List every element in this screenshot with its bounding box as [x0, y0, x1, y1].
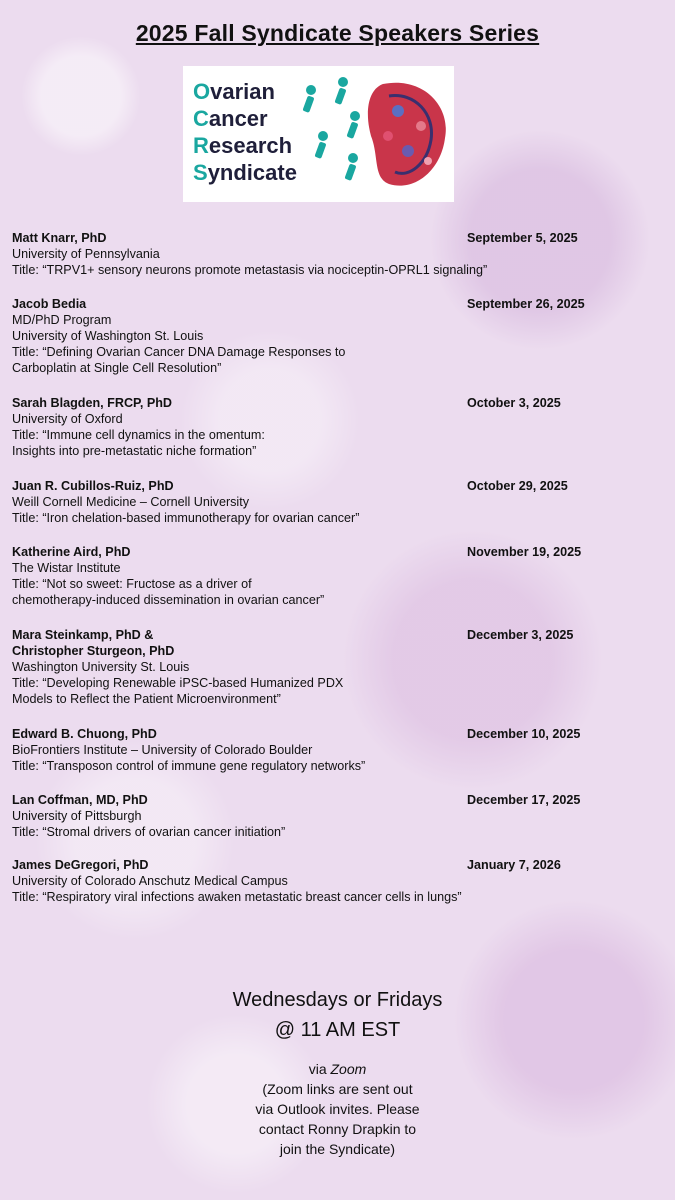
logo-line-1: Ovarian — [193, 79, 275, 104]
zoom-note — [0, 1079, 675, 1159]
note-line: (Zoom links are sent out — [262, 1081, 413, 1097]
speaker-entry — [12, 857, 662, 905]
speaker-talk-title-cont: Models to Reflect the Patient Microenvironment” — [12, 692, 281, 706]
speaker-talk-title: Title: “TRPV1+ sensory neurons promote metastasis via nociceptin-OPRL1 signaling” — [12, 263, 488, 277]
speaker-entry — [12, 627, 662, 707]
speaker-date: December 17, 2025 — [467, 793, 581, 807]
speaker-date: December 10, 2025 — [467, 727, 581, 741]
note-line: join the Syndicate) — [279, 1141, 396, 1157]
speaker-affiliation: University of Pennsylvania — [12, 247, 160, 261]
speaker-date: January 7, 2026 — [467, 858, 561, 872]
speaker-affiliation: University of Oxford — [12, 412, 123, 426]
speaker-affiliation: BioFrontiers Institute – University of Colorado Boulder — [12, 743, 313, 757]
logo-line-4: Syndicate — [193, 160, 297, 185]
page-title: 2025 Fall Syndicate Speakers Series — [135, 20, 540, 46]
speaker-date: September 5, 2025 — [467, 231, 578, 245]
speaker-date: September 26, 2025 — [467, 297, 585, 311]
speaker-name: Lan Coffman, MD, PhD — [12, 793, 148, 807]
speaker-name: Matt Knarr, PhD — [12, 231, 107, 245]
note-line: contact Ronny Drapkin to — [258, 1121, 417, 1137]
logo-line-2: Cancer — [193, 106, 268, 131]
zoom-platform: Zoom — [330, 1061, 367, 1077]
speaker-date: December 3, 2025 — [467, 628, 574, 642]
speaker-talk-title: Title: “Defining Ovarian Cancer DNA Damage Responses to — [12, 345, 346, 359]
speaker-talk-title-cont: Insights into pre-metastatic niche formation” — [12, 444, 257, 458]
schedule-days: Wednesdays or Fridays — [232, 989, 443, 1011]
speaker-entry — [12, 230, 662, 278]
speaker-name: Edward B. Chuong, PhD — [12, 727, 157, 741]
speaker-talk-title: Title: “Developing Renewable iPSC-based Humanized PDX — [12, 676, 344, 690]
speaker-talk-title: Title: “Immune cell dynamics in the omentum: — [12, 428, 265, 442]
syndicate-logo — [183, 66, 454, 202]
speaker-name: Juan R. Cubillos-Ruiz, PhD — [12, 479, 174, 493]
speaker-affiliation: University of Washington St. Louis — [12, 329, 204, 343]
schedule-time: @ 11 AM EST — [274, 1019, 401, 1041]
speaker-date: October 29, 2025 — [467, 479, 568, 493]
speaker-date: October 3, 2025 — [467, 396, 561, 410]
speaker-name: Mara Steinkamp, PhD & — [12, 628, 154, 642]
speaker-affiliation: University of Colorado Anschutz Medical Campus — [12, 874, 288, 888]
speaker-entry — [12, 792, 662, 840]
speaker-entry — [12, 544, 662, 608]
speaker-entry — [12, 395, 662, 459]
logo-runners-icon — [183, 66, 454, 202]
speaker-date: November 19, 2025 — [467, 545, 582, 559]
speaker-affiliation: The Wistar Institute — [12, 561, 121, 575]
speaker-talk-title-cont: chemotherapy-induced dissemination in ovarian cancer” — [12, 593, 325, 607]
speaker-affiliation: Weill Cornell Medicine – Cornell University — [12, 495, 250, 509]
speaker-talk-title: Title: “Respiratory viral infections awaken metastatic breast cancer cells in lungs” — [12, 890, 462, 904]
speaker-name: Sarah Blagden, FRCP, PhD — [12, 396, 173, 410]
speaker-talk-title-cont: Carboplatin at Single Cell Resolution” — [12, 361, 222, 375]
schedule-block — [0, 985, 675, 1045]
speaker-entry — [12, 296, 662, 376]
speaker-talk-title: Title: “Iron chelation-based immunotherapy for ovarian cancer” — [12, 511, 360, 525]
speaker-talk-title: Title: “Not so sweet: Fructose as a driver of — [12, 577, 252, 591]
logo-line-3: Research — [193, 133, 293, 158]
speaker-entry — [12, 726, 662, 774]
note-line: via Outlook invites. Please — [255, 1101, 420, 1117]
speaker-name: Katherine Aird, PhD — [12, 545, 131, 559]
speaker-name: Jacob Bedia — [12, 297, 87, 311]
speaker-name: James DeGregori, PhD — [12, 858, 149, 872]
speaker-entry — [12, 478, 662, 526]
speaker-name-second: Christopher Sturgeon, PhD — [12, 644, 175, 658]
speaker-talk-title: Title: “Stromal drivers of ovarian cancer initiation” — [12, 825, 286, 839]
speaker-affiliation: Washington University St. Louis — [12, 660, 190, 674]
via-prefix: via — [308, 1061, 331, 1077]
speaker-program: MD/PhD Program — [12, 313, 112, 327]
speaker-talk-title: Title: “Transposon control of immune gene regulatory networks” — [12, 759, 366, 773]
speaker-affiliation: University of Pittsburgh — [12, 809, 142, 823]
via-zoom — [0, 1059, 675, 1079]
